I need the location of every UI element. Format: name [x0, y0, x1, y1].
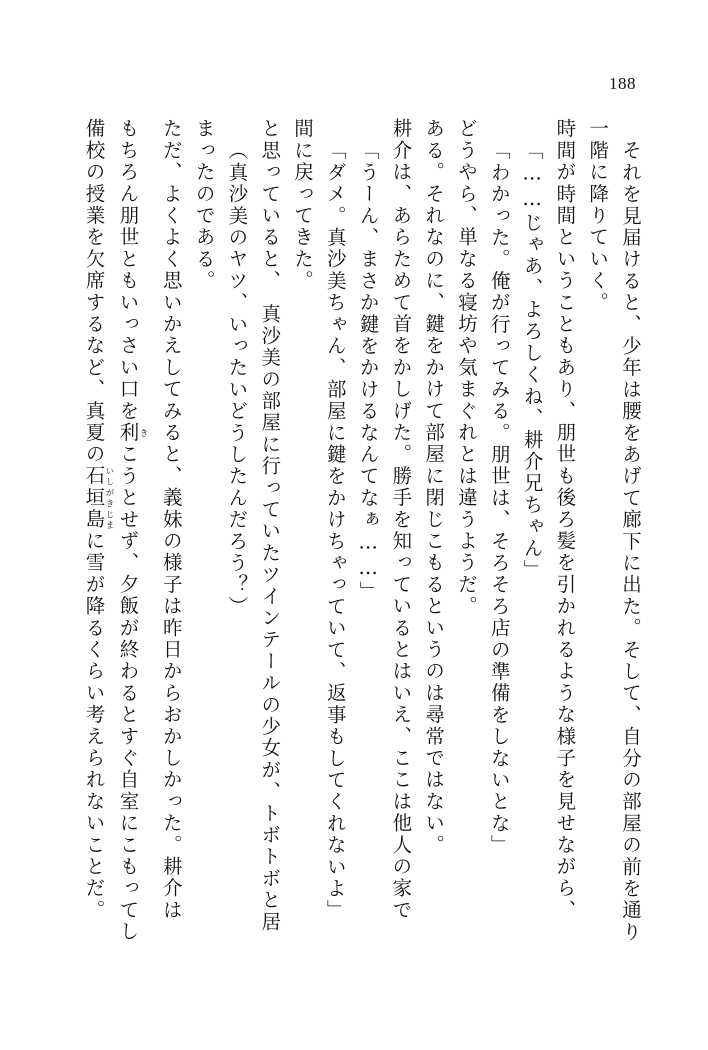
text-column-6: と思っていると、 真沙美の部屋に行っていたツインテールの少女が、トボトボと居: [258, 118, 282, 933]
text-column-11: ある。それなのに、鍵をかけて部屋に閉じこもるというのは尋常ではない。: [422, 118, 446, 856]
text-column-1: 備校の授業を欠席するなど、真夏の石垣島いしがきじまに雪が降るくらい考えられないことだ。: [82, 118, 114, 921]
text-column-2: もちろん朋世ともいっさい口を利きこうとせず、夕飯が終わるとすぐ自室にこもってし: [116, 118, 148, 943]
text-column-9: 「うーん、まさか鍵をかけるなんてなぁ……」: [356, 140, 380, 603]
text-column-17: それを見届けると、少年は腰をあげて廊下に出た。そして、自分の部屋の前を通り: [618, 140, 642, 943]
text-column-3: ただ、よくよく思いかえしてみると、義妹の様子は昨日からおかしかった。耕介は: [159, 118, 183, 921]
text-column-12: どうやら、単なる寝坊や気まぐれとは違うようだ。: [454, 118, 478, 618]
text-column-4: まったのである。: [192, 118, 216, 292]
vertical-text-block: [80, 118, 640, 973]
text-column-7: 間に戻ってきた。: [290, 118, 314, 292]
text-column-8: 「ダメ。真沙美ちゃん、部屋に鍵をかけちゃっていて、返事もしてくれないよ」: [323, 140, 347, 922]
page-number: 188: [609, 74, 636, 93]
text-column-5: （真沙美のヤツ、いったいどうしたんだろう？）: [225, 140, 249, 618]
text-column-15: 時間が時間ということもあり、朋世も後ろ髪を引かれるような様子を見せながら、: [553, 118, 577, 921]
text-column-16: 一階に降りていく。: [586, 118, 610, 314]
text-column-14: 「……じゃあ、よろしくね、耕介兄ちゃん」: [520, 140, 544, 581]
text-column-10: 耕介は、あらためて首をかしげた。勝手を知っているとはいえ、ここは他人の家で: [389, 118, 413, 921]
text-column-13: 「わかった。俺が行ってみる。朋世は、そろそろ店の準備をしないとな」: [487, 140, 511, 857]
